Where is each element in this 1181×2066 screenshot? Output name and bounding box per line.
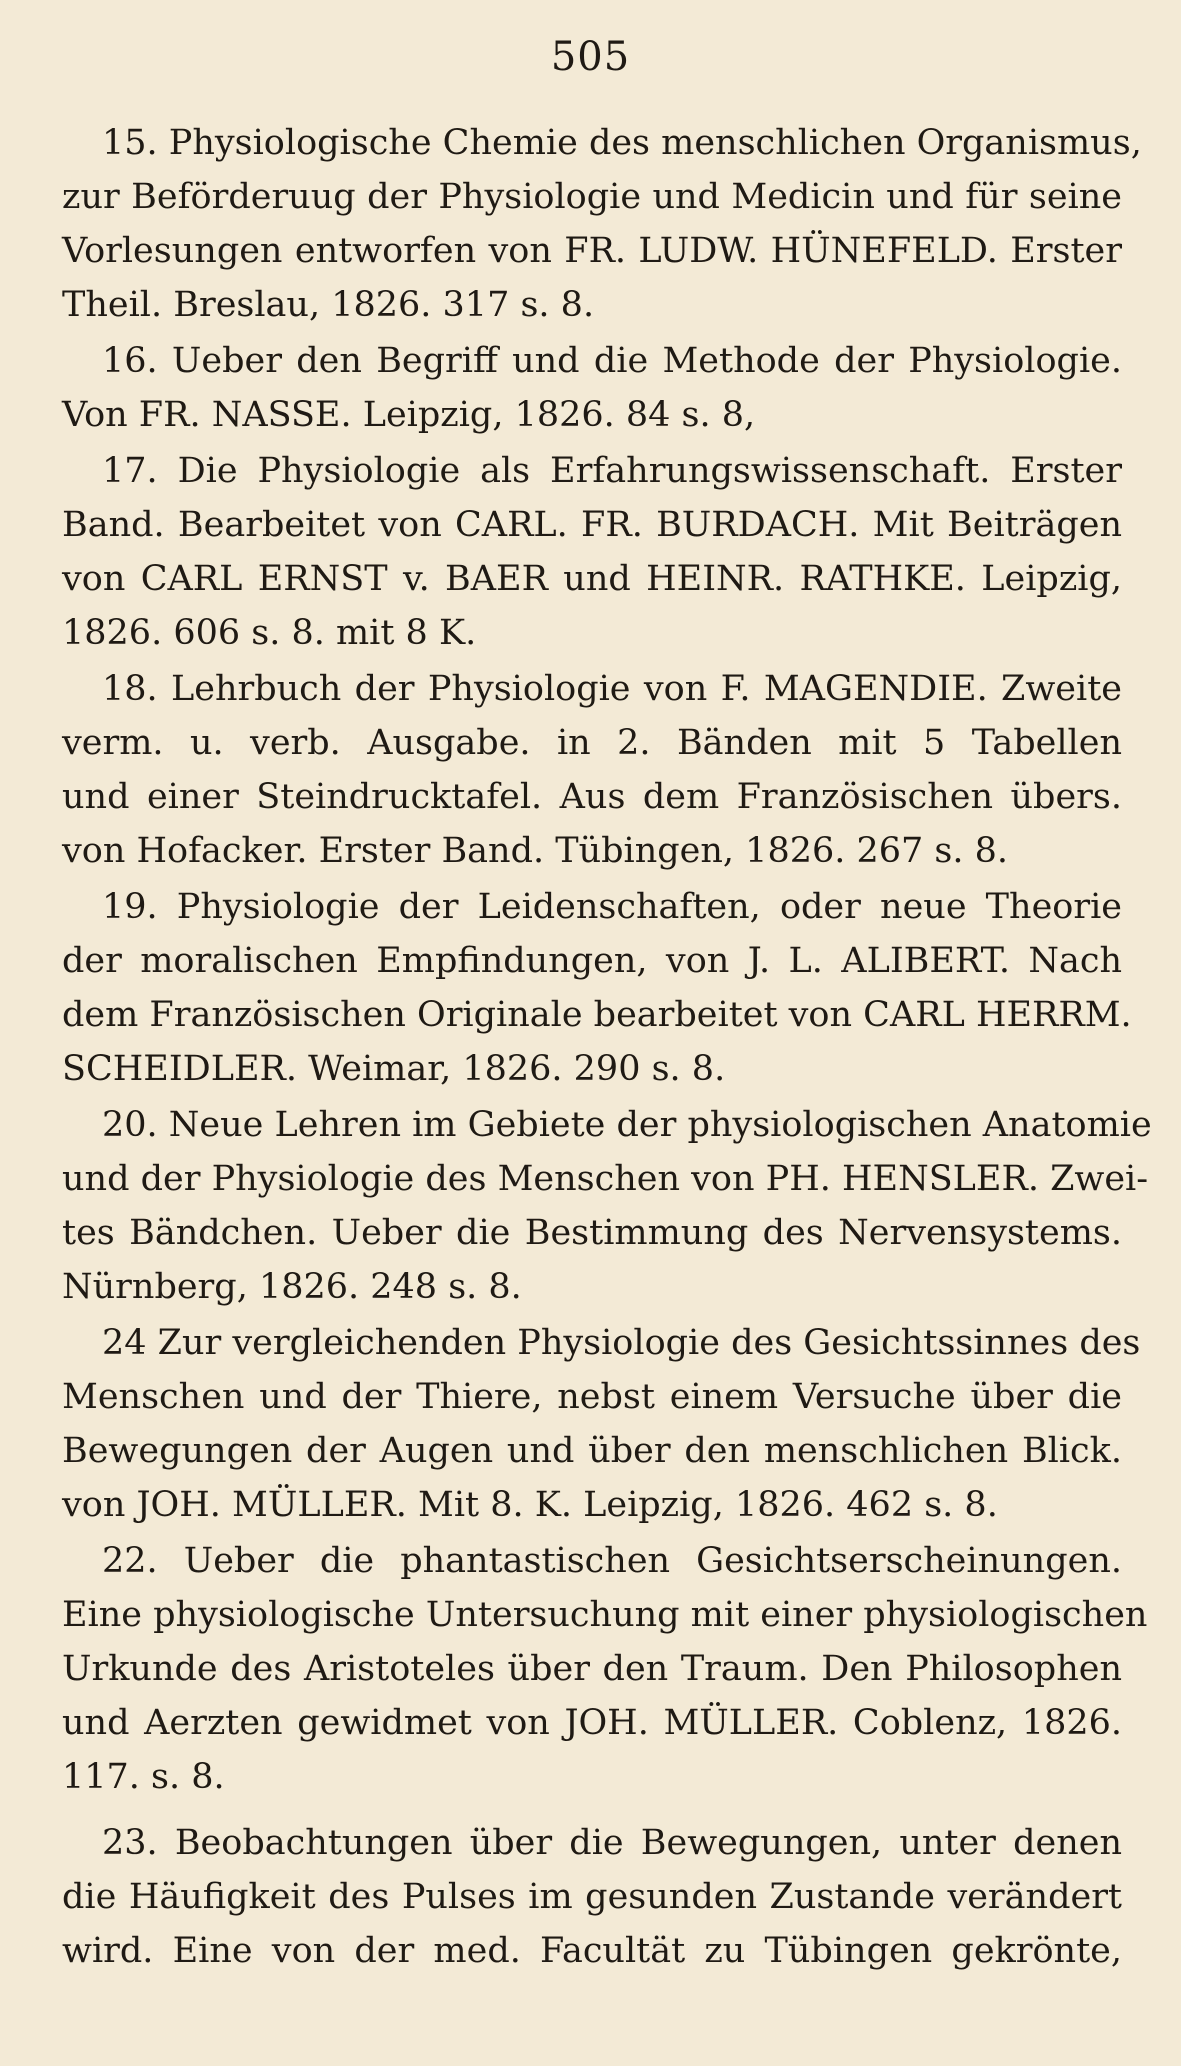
bibliography-entry-21 bbox=[62, 1316, 1141, 1532]
bibliography-list bbox=[62, 116, 1152, 1980]
entry-line: der moralischen Empfindungen, von J. L. ALIBERT. Nach bbox=[62, 941, 1122, 981]
entry-line: von CARL ERNST v. BAER und HEINR. RATHKE. Leipzig, bbox=[62, 559, 1122, 599]
bibliography-entry-23 bbox=[62, 1816, 1122, 1978]
bibliography-entry-20 bbox=[62, 1098, 1152, 1314]
entry-line: Urkunde des Aristoteles über den Traum. Den Philosophen bbox=[62, 1649, 1122, 1689]
bibliography-entry-22 bbox=[62, 1534, 1148, 1804]
entry-line: wird. Eine von der med. Facultät zu Tübingen gekrönte, bbox=[62, 1931, 1122, 1971]
entry-line: Eine physiologische Untersuchung mit einer physiologischen bbox=[62, 1595, 1148, 1635]
entry-line: 15. Physiologische Chemie des menschlichen Organismus, bbox=[102, 123, 1142, 163]
entry-line: 24 Zur vergleichenden Physiologie des Gesichtssinnes des bbox=[102, 1323, 1141, 1363]
entry-line: Nürnberg, 1826. 248 s. 8. bbox=[62, 1267, 522, 1307]
entry-line: 16. Ueber den Begriff und die Methode der Physiologie. bbox=[102, 341, 1122, 381]
entry-line: und der Physiologie des Menschen von PH. HENSLER. Zwei- bbox=[62, 1159, 1149, 1199]
entry-line: Band. Bearbeitet von CARL. FR. BURDACH. Mit Beiträgen bbox=[62, 505, 1122, 545]
bibliography-entry-19 bbox=[62, 880, 1132, 1096]
entry-line: 20. Neue Lehren im Gebiete der physiologischen Anatomie bbox=[102, 1105, 1152, 1145]
page-number: 505 bbox=[550, 34, 631, 80]
entry-line: von JOH. MÜLLER. Mit 8. K. Leipzig, 1826. 462 s. 8. bbox=[62, 1485, 998, 1525]
entry-line: 23. Beobachtungen über die Bewegungen, unter denen bbox=[102, 1823, 1122, 1863]
entry-line: Vorlesungen entworfen von FR. LUDW. HÜNEFELD. Erster bbox=[62, 231, 1122, 271]
entry-line: von Hofacker. Erster Band. Tübingen, 1826. 267 s. 8. bbox=[62, 831, 1009, 871]
entry-line: 117. s. 8. bbox=[62, 1757, 225, 1797]
entry-line: zur Beförderuug der Physiologie und Medicin und für seine bbox=[62, 177, 1122, 217]
bibliography-entry-18 bbox=[62, 662, 1122, 878]
entry-line: 22. Ueber die phantastischen Gesichtserscheinungen. bbox=[102, 1541, 1122, 1581]
entry-line: 18. Lehrbuch der Physiologie von F. MAGENDIE. Zweite bbox=[102, 669, 1122, 709]
entry-line: und einer Steindrucktafel. Aus dem Französischen übers. bbox=[62, 777, 1122, 817]
entry-line: und Aerzten gewidmet von JOH. MÜLLER. Coblenz, 1826. bbox=[62, 1703, 1122, 1743]
entry-line: die Häufigkeit des Pulses im gesunden Zustande verändert bbox=[62, 1877, 1122, 1917]
bibliography-entry-17 bbox=[62, 444, 1122, 660]
entry-line: Von FR. NASSE. Leipzig, 1826. 84 s. 8, bbox=[62, 395, 756, 435]
entry-line: Bewegungen der Augen und über den menschlichen Blick. bbox=[62, 1431, 1122, 1471]
bibliography-entry-16 bbox=[62, 334, 1122, 442]
entry-line: dem Französischen Originale bearbeitet von CARL HERRM. bbox=[62, 995, 1132, 1035]
bibliography-entry-15 bbox=[62, 116, 1142, 332]
entry-line: 17. Die Physiologie als Erfahrungswissenschaft. Erster bbox=[102, 451, 1122, 491]
entry-line: 1826. 606 s. 8. mit 8 K. bbox=[62, 613, 477, 653]
entry-line: Theil. Breslau, 1826. 317 s. 8. bbox=[62, 285, 595, 325]
entry-line: verm. u. verb. Ausgabe. in 2. Bänden mit 5 Tabellen bbox=[62, 723, 1122, 763]
entry-line: SCHEIDLER. Weimar, 1826. 290 s. 8. bbox=[62, 1049, 726, 1089]
entry-line: Menschen und der Thiere, nebst einem Versuche über die bbox=[62, 1377, 1122, 1417]
entry-line: tes Bändchen. Ueber die Bestimmung des Nervensystems. bbox=[62, 1213, 1122, 1253]
entry-line: 19. Physiologie der Leidenschaften, oder neue Theorie bbox=[102, 887, 1122, 927]
